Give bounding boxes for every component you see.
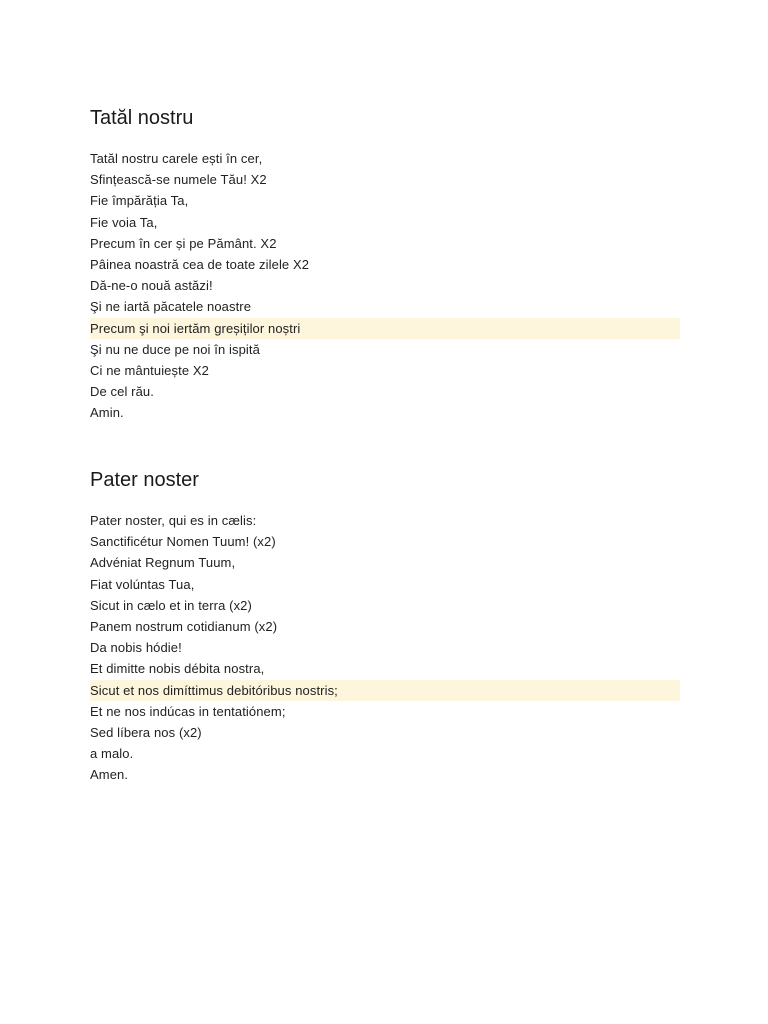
section-title: Pater noster	[90, 469, 199, 491]
prayer-line: Dă-ne-o nouă astăzi!	[90, 278, 213, 294]
prayer-line: Ci ne mântuiește X2	[90, 362, 209, 378]
prayer-line: Amen.	[90, 767, 129, 783]
section-title: Tatăl nostru	[90, 107, 194, 129]
prayer-section-romanian	[90, 106, 680, 423]
prayer-line: Fie voia Ta,	[90, 214, 158, 230]
prayer-line-highlighted: Precum şi noi iertăm greșiților noștri	[90, 318, 680, 339]
prayer-line: Sed líbera nos (x2)	[90, 724, 202, 740]
prayer-line: Et ne nos indúcas in tentatiónem;	[90, 703, 286, 719]
prayer-line: Da nobis hódie!	[90, 640, 182, 656]
prayer-line: Panem nostrum cotidianum (x2)	[90, 618, 278, 634]
prayer-line: De cel rău.	[90, 384, 154, 400]
prayer-line: Sanctificétur Nomen Tuum! (x2)	[90, 534, 276, 550]
prayer-line: Fiat volúntas Tua,	[90, 576, 195, 592]
prayer-line: Fie împărăția Ta,	[90, 193, 189, 209]
prayer-line: Amin.	[90, 405, 124, 421]
prayer-line: Tatăl nostru carele ești în cer,	[90, 151, 263, 166]
prayer-line: Şi nu ne duce pe noi în ispită	[90, 341, 260, 357]
prayer-section-latin	[90, 468, 680, 785]
prayer-line-highlighted: Sicut et nos dimíttimus debitóribus nostris;	[90, 680, 680, 701]
prayer-line: Sfințească-se numele Tău! X2	[90, 172, 267, 188]
prayer-line: Precum în cer și pe Pământ. X2	[90, 235, 277, 251]
prayer-line: Pâinea noastră cea de toate zilele X2	[90, 256, 310, 272]
prayer-line: Şi ne iartă păcatele noastre	[90, 299, 252, 315]
prayer-line: Advéniat Regnum Tuum,	[90, 555, 236, 571]
prayer-line: a malo.	[90, 746, 134, 762]
prayer-line: Sicut in cælo et in terra (x2)	[90, 597, 252, 613]
prayer-line: Pater noster, qui es in cælis:	[90, 513, 257, 528]
prayer-line: Et dimitte nobis débita nostra,	[90, 661, 265, 677]
